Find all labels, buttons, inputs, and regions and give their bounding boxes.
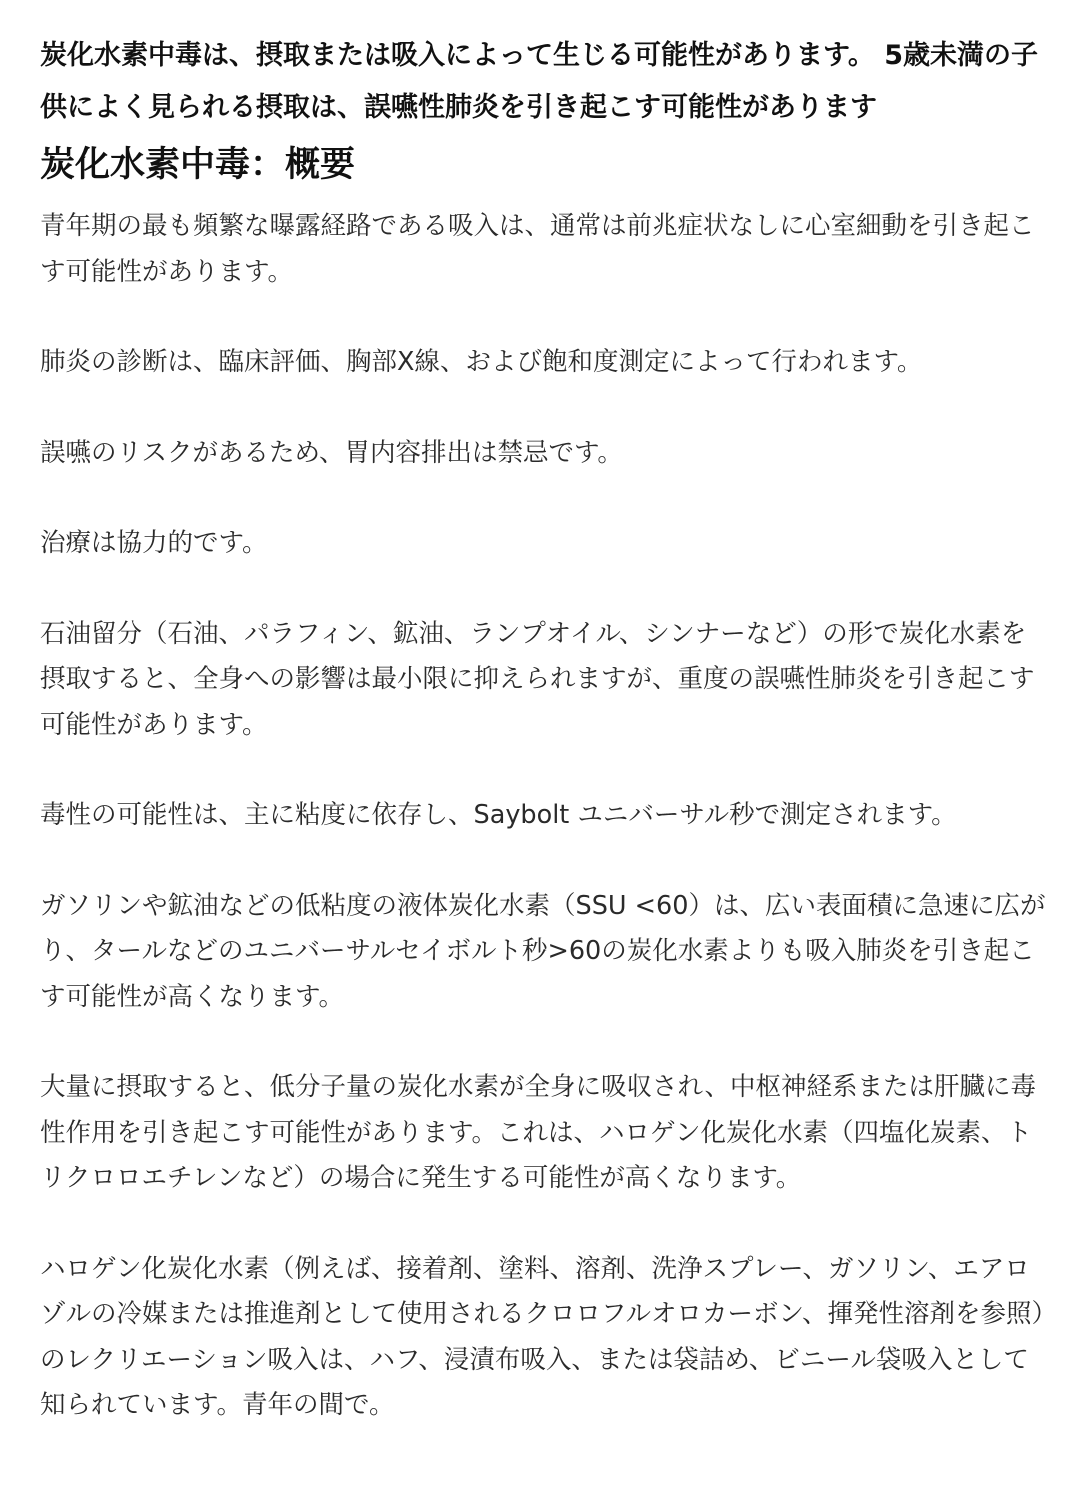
paragraph-treatment: 治療は協力的です。 bbox=[40, 528, 268, 558]
paragraph-low-viscosity: ガソリンや鉱油などの低粘度の液体炭化水素（SSU <60）は、広い表面積に急速に広がり、タールなどのユニバーサルセイボルト秒>60の炭化水素よりも吸入肺炎を引き起こす可能性が高くなります。 bbox=[40, 890, 1046, 1012]
paragraph-gastric-emptying: 誤嚥のリスクがあるため、胃内容排出は禁忌です。 bbox=[40, 437, 623, 468]
paragraph-inhalation: 青年期の最も頻繁な曝露経路である吸入は、通常は前兆症状なしに心室細動を引き起こす可能性があります。 bbox=[40, 211, 1035, 287]
paragraph-diagnosis: 肺炎の診断は、臨床評価、胸部X線、および飽和度測定によって行われます。 bbox=[40, 347, 923, 377]
lead-paragraph: 炭化水素中毒は、摂取または吸入によって生じる可能性があります。 5歳未満の子供によく見られる摂取は、誤嚥性肺炎を引き起こす可能性があります bbox=[40, 40, 1039, 123]
paragraph-viscosity: 毒性の可能性は、主に粘度に依存し、Saybolt ユニバーサル秒で測定されます。 bbox=[40, 800, 957, 830]
section-title: 炭化水素中毒：概要 bbox=[40, 145, 356, 185]
paragraph-systemic-absorption: 大量に摂取すると、低分子量の炭化水素が全身に吸収され、中枢神経系または肝臓に毒性作用を引き起こす可能性があります。これは、ハロゲン化炭化水素（四塩化炭素、トリクロロエチレンなど）の場合に発生する可能性が高くなります。 bbox=[40, 1072, 1037, 1193]
paragraph-recreational-inhalation: ハロゲン化炭化水素（例えば、接着剤、塗料、溶剤、洗浄スプレー、ガソリン、エアロゾルの冷媒または推進剤として使用されるクロロフルオロカーボン、揮発性溶剤を参照）のレクリエーション吸入は、ハフ、浸漬布吸入、または袋詰め、ビニール袋吸入として知られています。青年の間で。 bbox=[40, 1253, 1045, 1420]
paragraph-petroleum-distillates: 石油留分（石油、パラフィン、鉱油、ランプオイル、シンナーなど）の形で炭化水素を摂取すると、全身への影響は最小限に抑えられますが、重度の誤嚥性肺炎を引き起こす可能性があります。 bbox=[40, 618, 1035, 740]
